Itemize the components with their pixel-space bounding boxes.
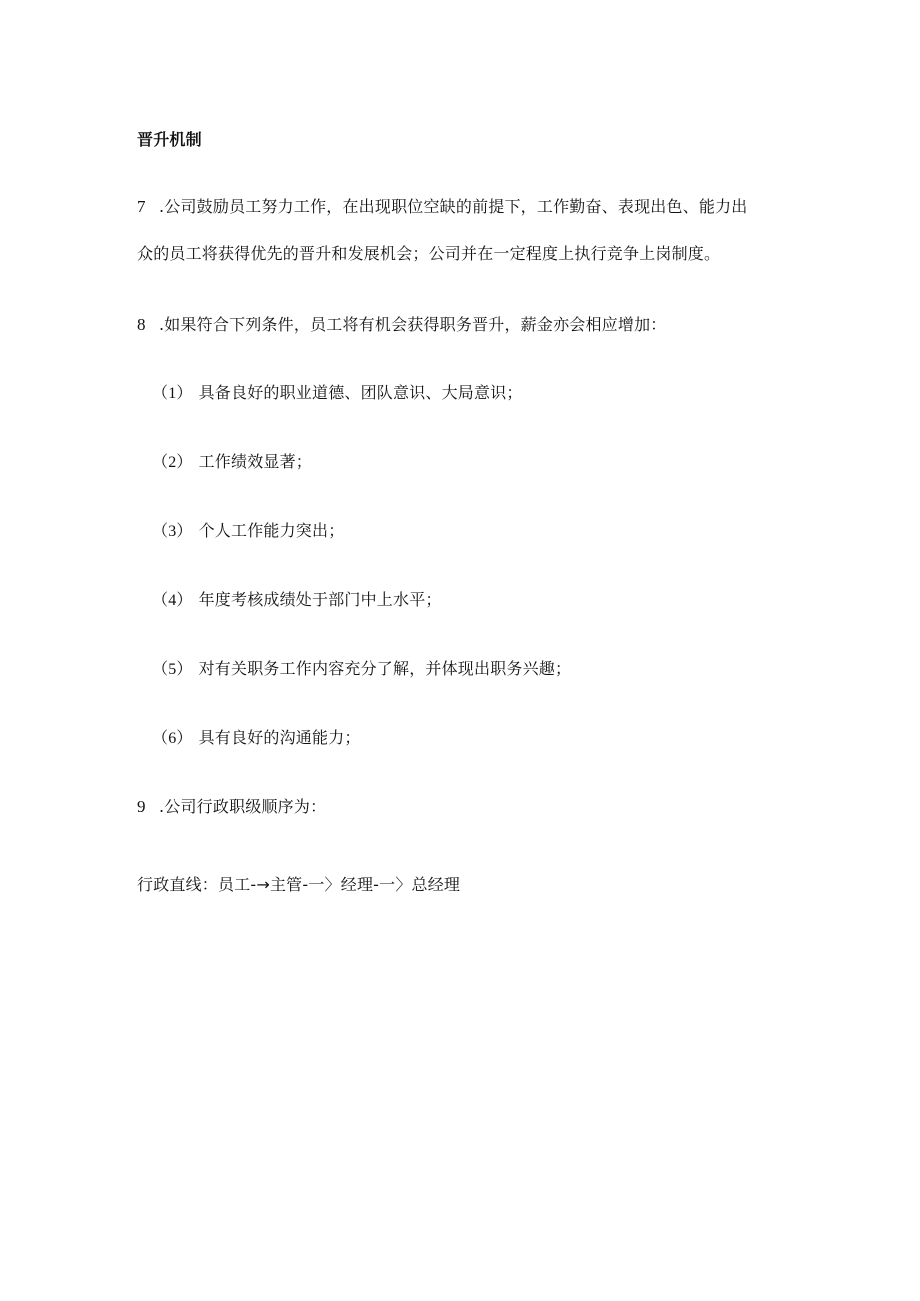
condition-item (152, 382, 523, 405)
paragraph-8-text: .如果符合下列条件，员工将有机会获得职务晋升，薪金亦会相应增加： (159, 315, 667, 334)
condition-number: （1） (152, 385, 193, 402)
paragraph-9-number: 9 (137, 797, 146, 816)
condition-item (152, 727, 361, 750)
paragraph-9-text: .公司行政职级顺序为： (159, 797, 327, 816)
condition-text: 具有良好的沟通能力； (198, 728, 361, 747)
condition-item (152, 520, 344, 543)
condition-item (152, 589, 442, 612)
condition-number: （2） (152, 454, 193, 471)
paragraph-8-number: 8 (137, 315, 146, 334)
condition-number: （5） (152, 661, 193, 678)
condition-number: （6） (152, 730, 193, 747)
condition-item (152, 658, 571, 681)
condition-item (152, 451, 312, 474)
condition-text: 具备良好的职业道德、团队意识、大局意识； (198, 383, 523, 402)
admin-hierarchy-line: 行政直线：员工-→主管-一〉经理-一〉总经理 (137, 875, 461, 894)
condition-text: 对有关职务工作内容充分了解，并体现出职务兴趣； (198, 659, 572, 678)
paragraph-9 (137, 796, 326, 818)
condition-text: 工作绩效显著； (198, 452, 313, 471)
condition-text: 年度考核成绩处于部门中上水平； (198, 590, 442, 609)
paragraph-7-number: 7 (137, 197, 146, 216)
section-heading: 晋升机制 (137, 130, 202, 149)
paragraph-8 (137, 314, 667, 336)
condition-number: （3） (152, 523, 193, 540)
condition-number: （4） (152, 592, 193, 609)
paragraph-7-line-1 (137, 196, 748, 218)
paragraph-7-line-2: 众的员工将获得优先的晋升和发展机会；公司并在一定程度上执行竞争上岗制度。 (137, 244, 721, 263)
paragraph-7-text-1: .公司鼓励员工努力工作，在出现职位空缺的前提下，工作勤奋、表现出色、能力出 (159, 197, 748, 216)
condition-text: 个人工作能力突出； (198, 521, 345, 540)
